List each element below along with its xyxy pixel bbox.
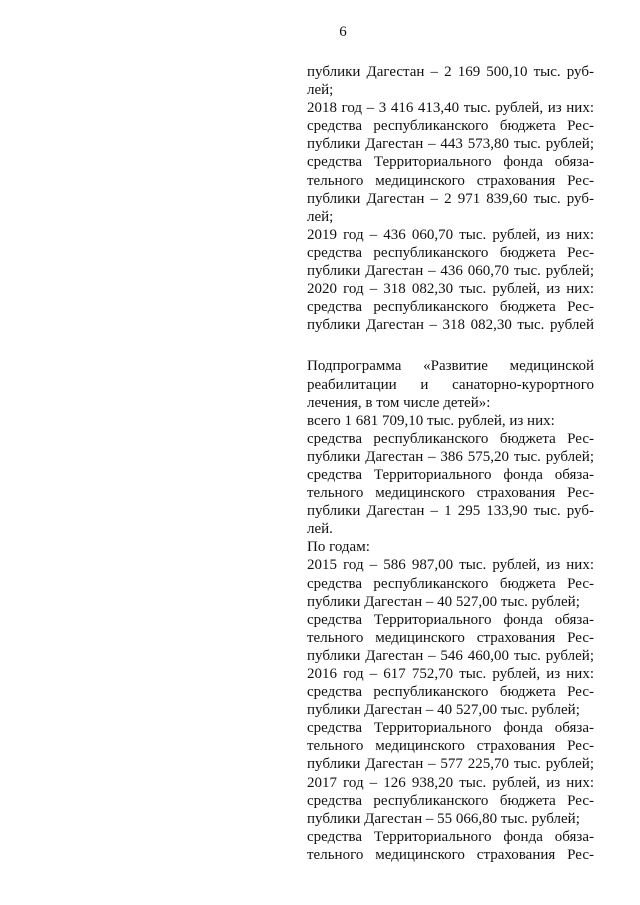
text-line: публики Дагестан – 2 971 839,60 тыс. руб- xyxy=(307,190,594,207)
text-line: средства республиканского бюджета Рес- xyxy=(307,430,594,447)
text-line: средства республиканского бюджета Рес- xyxy=(307,299,594,316)
text-line: реабилитации и санаторно-курортного xyxy=(307,376,594,393)
text-line: публики Дагестан – 1 295 133,90 тыс. руб- xyxy=(307,503,594,520)
text-line: тельного медицинского страхования Рес- xyxy=(307,846,594,863)
text-line: средства Территориального фонда обяза- xyxy=(307,828,594,845)
text-line: публики Дагестан – 55 066,80 тыс. рублей; xyxy=(307,810,580,827)
text-line: По годам: xyxy=(307,539,370,556)
text-line: средства республиканского бюджета Рес- xyxy=(307,118,594,135)
text-line: публики Дагестан – 386 575,20 тыс. рублей; xyxy=(307,448,594,465)
text-line: средства Территориального фонда обяза- xyxy=(307,611,594,628)
subprogram-rehabilitation-paragraph xyxy=(307,357,594,864)
text-line: публики Дагестан – 2 169 500,10 тыс. руб- xyxy=(307,64,594,80)
text-line: 2020 год – 318 082,30 тыс. рублей, из них: xyxy=(307,281,594,298)
text-line: тельного медицинского страхования Рес- xyxy=(307,485,594,502)
text-line: 2019 год – 436 060,70 тыс. рублей, из них: xyxy=(307,226,594,243)
text-line: средства республиканского бюджета Рес- xyxy=(307,684,594,701)
text-line: публики Дагестан – 318 082,30 тыс. рублей xyxy=(307,317,594,334)
text-line: всего 1 681 709,10 тыс. рублей, из них: xyxy=(307,412,555,429)
text-line: средства Территориального фонда обяза- xyxy=(307,720,594,737)
text-line: средства республиканского бюджета Рес- xyxy=(307,244,594,261)
text-line: публики Дагестан – 546 460,00 тыс. рублей; xyxy=(307,647,594,664)
text-line: тельного медицинского страхования Рес- xyxy=(307,629,594,646)
text-line: 2015 год – 586 987,00 тыс. рублей, из них: xyxy=(307,557,594,574)
text-line: средства республиканского бюджета Рес- xyxy=(307,575,594,592)
text-line: публики Дагестан – 443 573,80 тыс. рублей; xyxy=(307,136,594,153)
document-text-column xyxy=(307,63,594,864)
page-number: 6 xyxy=(339,24,347,40)
text-line: средства Территориального фонда обяза- xyxy=(307,154,594,171)
text-line: 2016 год – 617 752,70 тыс. рублей, из них: xyxy=(307,666,594,682)
text-line: публики Дагестан – 40 527,00 тыс. рублей; xyxy=(307,702,580,719)
text-line: публики Дагестан – 40 527,00 тыс. рублей; xyxy=(307,593,580,610)
text-line: лечения, в том числе детей»: xyxy=(307,394,491,411)
text-line: 2018 год – 3 416 413,40 тыс. рублей, из них: xyxy=(307,100,594,117)
text-line: тельного медицинского страхования Рес- xyxy=(307,738,594,755)
text-line: Подпрограмма «Развитие медицинской xyxy=(307,358,594,375)
text-line: тельного медицинского страхования Рес- xyxy=(307,172,594,189)
text-line: лей; xyxy=(307,208,334,225)
paragraph-gap xyxy=(307,334,594,357)
text-line: лей. xyxy=(307,521,333,538)
text-line: публики Дагестан – 436 060,70 тыс. рублей; xyxy=(307,263,594,280)
text-line: лей; xyxy=(307,82,334,99)
text-line: средства республиканского бюджета Рес- xyxy=(307,792,594,809)
text-line: 2017 год – 126 938,20 тыс. рублей, из них: xyxy=(307,774,594,791)
funding-paragraph-continued xyxy=(307,63,594,334)
text-line: средства Территориального фонда обяза- xyxy=(307,466,594,483)
text-line: публики Дагестан – 577 225,70 тыс. рублей; xyxy=(307,756,594,773)
